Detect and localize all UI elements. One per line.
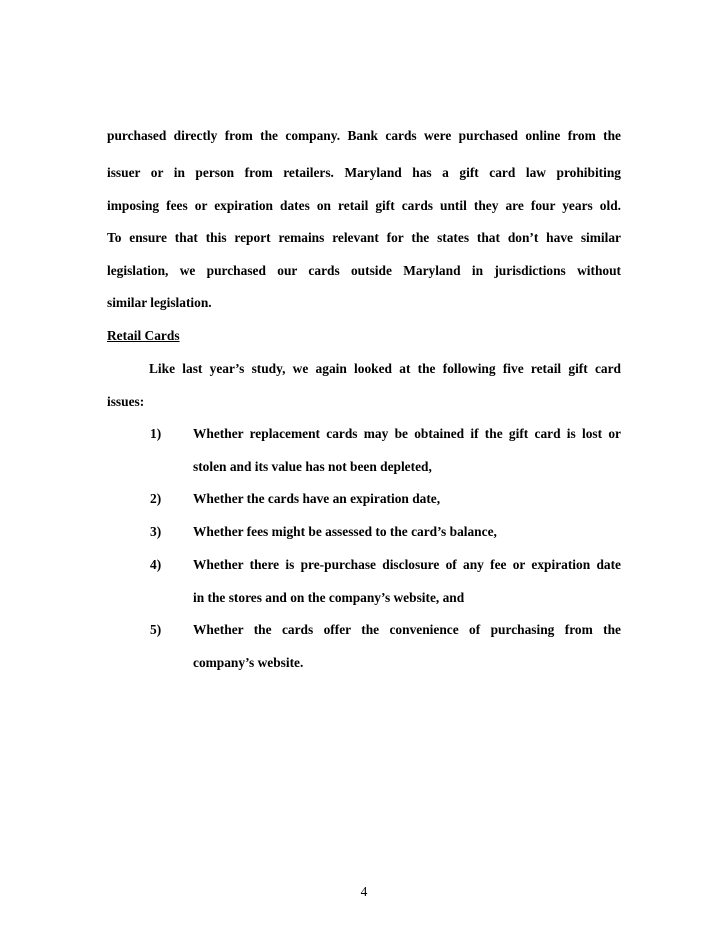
paragraph-line: legislation, we purchased our cards outside Maryland in jurisdictions without bbox=[107, 263, 621, 278]
list-item-line: in the stores and on the company’s website, and bbox=[193, 590, 465, 605]
list-item-line: stolen and its value has not been depleted, bbox=[193, 459, 432, 474]
list-number: 1) bbox=[150, 426, 162, 441]
list-item-line: Whether the cards have an expiration date, bbox=[193, 491, 441, 506]
section-heading: Retail Cards bbox=[107, 328, 180, 343]
paragraph-line: issuer or in person from retailers. Maryland has a gift card law prohibiting bbox=[107, 165, 621, 180]
paragraph-line: similar legislation. bbox=[107, 295, 212, 310]
list-number: 2) bbox=[150, 491, 162, 506]
page-number: 4 bbox=[360, 884, 368, 899]
paragraph-line: purchased directly from the company. Bank cards were purchased online from the bbox=[107, 128, 621, 143]
paragraph-line: Like last year’s study, we again looked at the following five retail gift card bbox=[149, 361, 621, 376]
list-item-line: Whether the cards offer the convenience of purchasing from the bbox=[193, 622, 621, 637]
list-item-line: Whether there is pre-purchase disclosure of any fee or expiration date bbox=[193, 557, 621, 572]
list-item-line: Whether replacement cards may be obtained if the gift card is lost or bbox=[193, 426, 621, 441]
paragraph-line: issues: bbox=[107, 394, 145, 409]
list-item-line: company’s website. bbox=[193, 655, 304, 670]
paragraph-line: To ensure that this report remains relevant for the states that don’t have similar bbox=[107, 230, 621, 245]
list-number: 5) bbox=[150, 622, 162, 637]
list-number: 4) bbox=[150, 557, 162, 572]
paragraph-line: imposing fees or expiration dates on retail gift cards until they are four years old. bbox=[107, 198, 621, 213]
list-item-line: Whether fees might be assessed to the card’s balance, bbox=[193, 524, 497, 539]
list-number: 3) bbox=[150, 524, 162, 539]
